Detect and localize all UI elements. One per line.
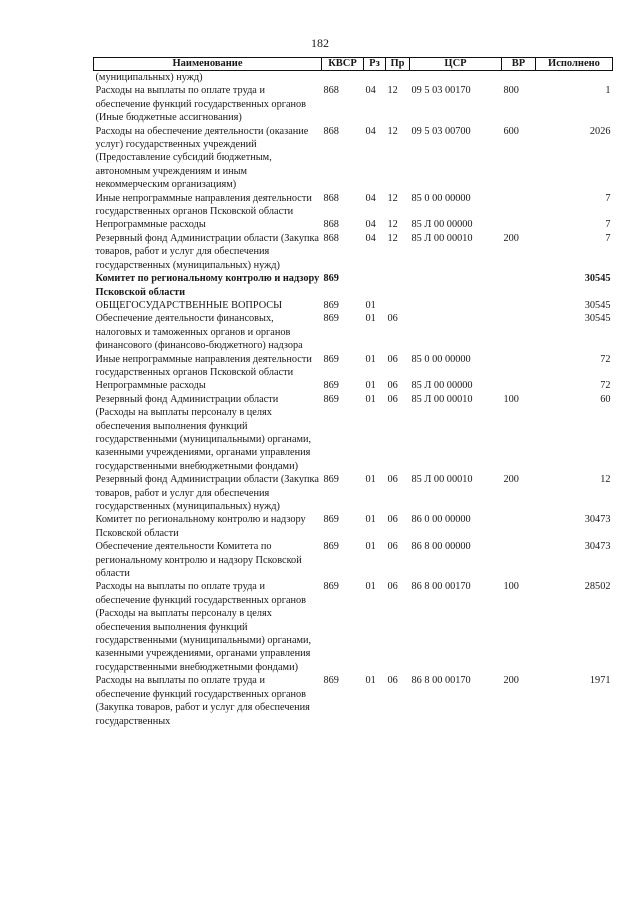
cell-amount: 60 (600, 393, 611, 405)
table-row (94, 674, 613, 728)
cell-pr: 06 (387, 675, 398, 687)
cell-vr: 200 (503, 474, 519, 486)
cell-csr: 86 8 00 00170 (411, 675, 471, 687)
cell-amount: 30473 (584, 541, 611, 553)
cell-amount: 30473 (584, 514, 611, 526)
cell-csr (410, 272, 502, 299)
cell-csr: 09 5 03 00170 (411, 85, 471, 97)
cell-amount: 30545 (584, 313, 611, 325)
cell-vr (502, 299, 536, 312)
cell-vr (502, 272, 536, 299)
header-name: Наименование (94, 58, 322, 71)
cell-vr (502, 71, 536, 85)
cell-csr: 85 Л 00 00010 (411, 474, 473, 486)
cell-name: Расходы на выплаты по оплате труда и обеспечение функций государственных органов (Иные бюджетные ассигнования) (95, 85, 307, 124)
cell-rz: 01 (365, 380, 376, 392)
cell-kvsr: 869 (323, 380, 339, 392)
table-row (94, 218, 613, 231)
cell-name: Резервный фонд Администрации области (Закупка товаров, работ и услуг для обеспечения государственных (муниципальных) нужд) (95, 474, 319, 512)
cell-amount: 72 (600, 353, 611, 365)
cell-pr: 06 (387, 380, 398, 392)
cell-rz: 01 (365, 353, 376, 365)
cell-rz: 04 (365, 85, 376, 97)
cell-amount: 72 (600, 380, 611, 392)
table-row (94, 513, 613, 540)
cell-pr: 06 (387, 541, 398, 553)
cell-csr: 86 8 00 00170 (411, 581, 471, 593)
cell-vr (502, 192, 536, 219)
table-row (94, 473, 613, 513)
cell-name: Иные непрограммные направления деятельности государственных органов Псковской области (95, 192, 312, 218)
cell-kvsr: 868 (323, 192, 339, 204)
cell-kvsr: 869 (323, 353, 339, 365)
cell-pr: 12 (387, 85, 398, 97)
cell-pr (386, 71, 410, 85)
cell-csr: 85 Л 00 00010 (411, 232, 473, 244)
cell-kvsr (322, 71, 364, 85)
cell-name: Обеспечение деятельности Комитета по региональному контролю и надзору Псковской области (95, 541, 302, 580)
cell-kvsr: 869 (323, 514, 339, 526)
cell-kvsr: 869 (323, 313, 339, 325)
cell-pr (386, 272, 410, 299)
cell-vr (502, 312, 536, 352)
cell-kvsr: 869 (323, 581, 339, 593)
cell-csr: 85 Л 00 00010 (411, 393, 473, 405)
cell-amount: 1971 (589, 675, 611, 687)
cell-csr: 86 0 00 00000 (411, 514, 471, 526)
header-csr: ЦСР (410, 58, 502, 71)
cell-pr: 06 (387, 313, 398, 325)
cell-name: Непрограммные расходы (95, 380, 206, 392)
cell-csr: 85 0 00 00000 (411, 192, 471, 204)
cell-rz: 01 (365, 474, 376, 486)
cell-vr (502, 379, 536, 392)
table-row (94, 540, 613, 580)
cell-vr (502, 353, 536, 380)
cell-name: Комитет по региональному контролю и надзору Псковской области (95, 514, 306, 539)
cell-csr (410, 71, 502, 85)
cell-amount: 28502 (584, 581, 611, 593)
cell-amount: 1 (605, 85, 611, 97)
cell-rz: 01 (365, 514, 376, 526)
cell-rz (364, 71, 386, 85)
cell-amount: 2026 (589, 125, 611, 137)
cell-amount: 7 (605, 232, 611, 244)
header-amount: Исполнено (536, 58, 613, 71)
cell-amount: 7 (605, 219, 611, 231)
cell-csr: 85 Л 00 00000 (411, 219, 473, 231)
cell-rz: 04 (365, 219, 376, 231)
table-row (94, 353, 613, 380)
table-row (94, 393, 613, 473)
cell-pr: 06 (387, 393, 398, 405)
cell-amount: 30545 (584, 299, 611, 311)
cell-name: Непрограммные расходы (95, 219, 206, 231)
cell-name: Иные непрограммные направления деятельности государственных органов Псковской области (95, 353, 312, 378)
table-row (94, 299, 613, 312)
cell-vr (502, 218, 536, 231)
cell-amount: 30545 (584, 273, 611, 285)
cell-name: Расходы на выплаты по оплате труда и обеспечение функций государственных органов (Расходы на выплаты персоналу в целях обеспечения выполнения функций государственными (муниципальными) органами, казенными учреждениями, органами управления государственными внебюджетными фондами) (95, 581, 312, 673)
cell-vr (502, 513, 536, 540)
cell-kvsr: 869 (323, 675, 339, 687)
cell-kvsr: 868 (323, 219, 339, 231)
table-row (94, 71, 613, 85)
cell-rz: 01 (365, 541, 376, 553)
cell-csr (410, 312, 502, 352)
cell-kvsr: 869 (323, 474, 339, 486)
header-kvsr: КВСР (322, 58, 364, 71)
cell-kvsr: 869 (323, 273, 339, 285)
table-row (94, 580, 613, 674)
cell-rz: 01 (365, 393, 376, 405)
cell-rz: 04 (365, 125, 376, 137)
table-row (94, 272, 613, 299)
page-number: 182 (311, 36, 329, 50)
cell-name: Расходы на выплаты по оплате труда и обеспечение функций государственных органов (Закупка товаров, работ и услуг для обеспечения государственных (95, 675, 310, 727)
table-header-row (94, 58, 613, 71)
cell-rz (364, 272, 386, 299)
cell-vr: 800 (503, 85, 519, 97)
cell-pr (386, 299, 410, 312)
cell-kvsr: 868 (323, 232, 339, 244)
cell-kvsr: 868 (323, 125, 339, 137)
cell-vr: 100 (503, 393, 519, 405)
cell-rz: 04 (365, 192, 376, 204)
header-pr: Пр (386, 58, 410, 71)
cell-vr: 200 (503, 232, 519, 244)
cell-vr (502, 540, 536, 580)
cell-kvsr: 869 (323, 299, 339, 311)
cell-amount: 12 (600, 474, 611, 486)
cell-pr: 12 (387, 192, 398, 204)
cell-pr: 12 (387, 125, 398, 137)
cell-rz: 01 (365, 581, 376, 593)
cell-kvsr: 869 (323, 393, 339, 405)
cell-amount: 7 (605, 192, 611, 204)
cell-pr: 12 (387, 219, 398, 231)
cell-csr (410, 299, 502, 312)
cell-csr: 86 8 00 00000 (411, 541, 471, 553)
header-rz: Рз (364, 58, 386, 71)
cell-rz: 01 (365, 299, 376, 311)
cell-csr: 85 Л 00 00000 (411, 380, 473, 392)
cell-pr: 12 (387, 232, 398, 244)
cell-pr: 06 (387, 581, 398, 593)
cell-pr: 06 (387, 353, 398, 365)
table-row (94, 232, 613, 272)
cell-name: Резервный фонд Администрации области (Закупка товаров, работ и услуг для обеспечения государственных (муниципальных) нужд) (95, 232, 319, 271)
cell-csr: 85 0 00 00000 (411, 353, 471, 365)
table-body (94, 71, 613, 728)
cell-name: Резервный фонд Администрации области (Расходы на выплаты персоналу в целях обеспечения выполнения функций государственными (муниципальными) органами, казенными учреждениями, органами управления государственными внебюджетными фондами) (95, 393, 312, 472)
cell-kvsr: 868 (323, 85, 339, 97)
budget-table (93, 57, 613, 728)
cell-rz: 01 (365, 675, 376, 687)
table-row (94, 379, 613, 392)
cell-rz: 01 (365, 313, 376, 325)
cell-kvsr: 869 (323, 541, 339, 553)
cell-name: (муниципальных) нужд) (95, 72, 203, 83)
cell-vr: 200 (503, 675, 519, 687)
cell-amount (536, 71, 613, 85)
table-row (94, 84, 613, 124)
cell-csr: 09 5 03 00700 (411, 125, 471, 137)
table-row (94, 125, 613, 192)
cell-name: Обеспечение деятельности финансовых, налоговых и таможенных органов и органов финансового (финансово-бюджетного) надзора (95, 313, 303, 352)
cell-name: Комитет по региональному контролю и надзору Псковской области (95, 273, 320, 298)
cell-pr: 06 (387, 514, 398, 526)
cell-name: Расходы на обеспечение деятельности (оказание услуг) государственных учреждений (Предоставление субсидий бюджетным, автономным учреждениям и иным некоммерческим организациям) (95, 125, 309, 191)
cell-rz: 04 (365, 232, 376, 244)
table-row (94, 312, 613, 352)
header-vr: ВР (502, 58, 536, 71)
cell-name: ОБЩЕГОСУДАРСТВЕННЫЕ ВОПРОСЫ (95, 299, 283, 311)
cell-vr: 600 (503, 125, 519, 137)
cell-vr: 100 (503, 581, 519, 593)
table-row (94, 192, 613, 219)
cell-pr: 06 (387, 474, 398, 486)
